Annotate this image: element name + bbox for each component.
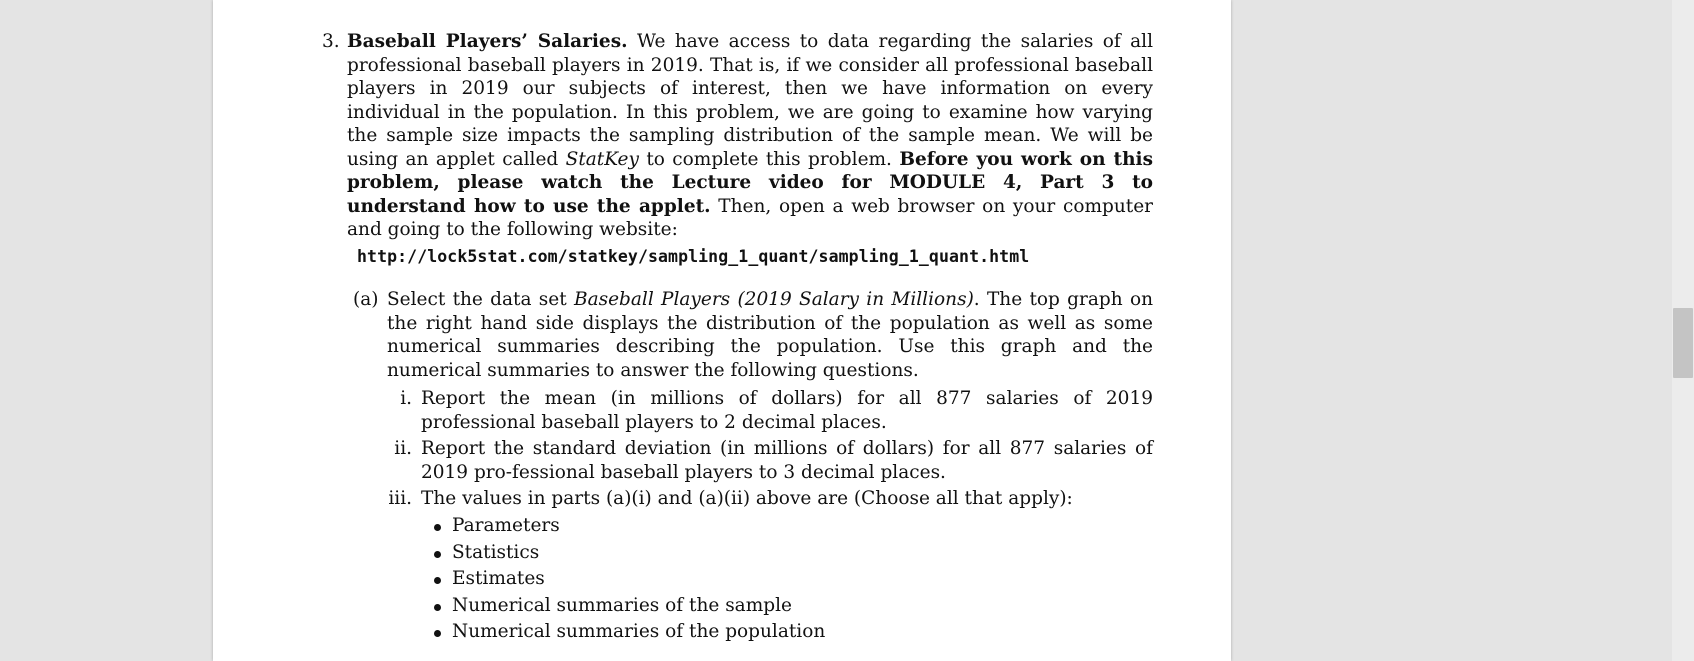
answer-options [432, 513, 825, 646]
intro-text-2: to complete this problem. [638, 148, 900, 170]
question-title: Baseball Players’ Salaries. [347, 31, 628, 52]
subpart-ii-label: ii. [394, 438, 412, 459]
intro-text-3: Then, open a web browser on your computer and going to the following website: [347, 195, 1153, 240]
scrollbar-thumb[interactable] [1673, 308, 1693, 378]
option-parameters: Parameters [432, 513, 825, 540]
statkey-url[interactable]: http://lock5stat.com/statkey/sampling_1_quant/sampling_1_quant.html [357, 247, 1030, 266]
subpart-iii-label: iii. [388, 488, 412, 509]
part-a-text-2: . The top graph on the right hand side displays the distribution of the population as well as some numerical summaries describing the population. Use this graph and the numerical summaries to answer the following questions. [387, 289, 1153, 381]
subpart-iii-text: The values in parts (a)(i) and (a)(ii) above are (Choose all that apply): [421, 488, 1073, 509]
subpart-i-text: Report the mean (in millions of dollars) for all 877 salaries of 2019 professional baseball players to 2 decimal places. [421, 388, 1153, 433]
question-number: 3. [322, 31, 340, 52]
option-statistics: Statistics [432, 540, 825, 567]
intro-text: We have access to data regarding the salaries of all professional baseball players in 2019. That is, if we consider all professional baseball players in 2019 our subjects of interest, then we have information on every individual in the population. In this problem, we are going to examine how varying the sample size impacts the sampling distribution of the sample mean. We will be using an applet called [347, 31, 1153, 170]
subpart-i-label: i. [400, 388, 412, 409]
bold-instruction: Before you work on this problem, please watch the Lecture video for MODULE 4, Part 3 to understand how to use the applet. [347, 148, 1153, 217]
applet-name: StatKey [565, 148, 639, 170]
part-a-text-1: Select the data set [387, 289, 574, 310]
option-sample-summaries: Numerical summaries of the sample [432, 593, 825, 620]
part-a-paragraph [387, 288, 1153, 382]
part-a-label: (a) [353, 289, 379, 310]
subpart-ii-text: Report the standard deviation (in millions of dollars) for all 877 salaries of 2019 pro-fessional baseball players to 3 decimal places. [421, 438, 1153, 483]
option-estimates: Estimates [432, 566, 825, 593]
dataset-name: Baseball Players (2019 Salary in Millions) [573, 289, 974, 310]
option-population-summaries: Numerical summaries of the population [432, 619, 825, 646]
question-3-paragraph [347, 30, 1153, 242]
